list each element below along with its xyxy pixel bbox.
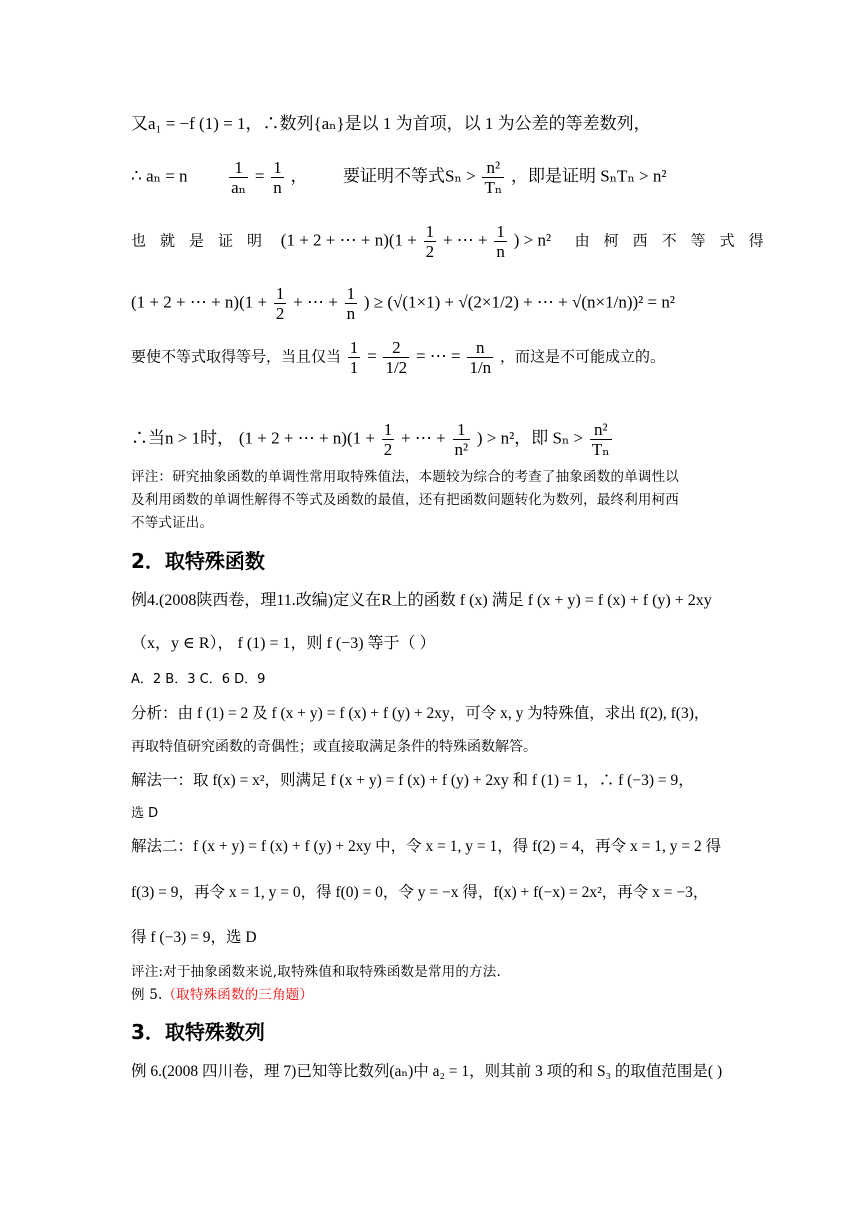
- section-heading-2: 2．取特殊函数: [131, 549, 265, 573]
- section-heading-3: 3．取特殊数列: [131, 1020, 265, 1044]
- example-4-line-2: （x，y ∈ R）， f (1) = 1，则 f (−3) 等于（ ）: [131, 635, 436, 652]
- cauchy-text: 由柯西不等式得: [574, 231, 778, 250]
- analysis-line-1: 分析：由 f (1) = 2 及 f (x + y) = f (x) + f (y) + 2xy，可令 x, y 为特殊值，求出 f(2), f(3)，: [131, 705, 710, 722]
- namely-prove-text: 也就是证明: [131, 231, 277, 250]
- solution-1-answer: 选 D: [131, 806, 159, 821]
- proof-line-5: 要使不等式取得等号，当且仅当 $\frac{1}{1}$ = $\frac{2}{1/2}$ = ⋯ = $\frac{n}{1/n}$ ，而这是不可能成立的。: [131, 338, 665, 377]
- remark-1-line-3: 不等式证出。: [131, 515, 214, 531]
- fraction-n2-over-Tn: $\frac{\text{n²}}{\text{Tₙ}}$: [484, 158, 503, 197]
- proof-line-6: ∴当n > 1时， (1 + 2 + ⋯ + n)(1 + $\frac{1}{2}$ + ⋯ + $\frac{1}{\text{n²}}$ ) > n²，即 Sₙ > $\frac{\text{n²}}{\text{Tₙ}}$: [131, 420, 610, 459]
- cauchy-inequality: ) ≥ (√(1×1) + √(2×1/2) + ⋯ + √(n×1/n))² = n²: [363, 292, 675, 312]
- example-4-options: A．2 B．3 C．6 D．9: [131, 672, 266, 687]
- proof-line-4: (1 + 2 + ⋯ + n)(1 + $\frac{1}{2}$ + ⋯ + $\frac{1}{n}$ ) ≥ (√(1×1) + √(2×1/2) + ⋯ + √(n×1/n))² = n²: [131, 284, 675, 323]
- proof-line-3: 也就是证明 (1 + 2 + ⋯ + n)(1 + $\frac{1}{2}$ + ⋯ + $\frac{1}{n}$ ) > n² 由柯西不等式得: [131, 222, 778, 261]
- solution-2-line-2: f(3) = 9，再令 x = 1, y = 0，得 f(0) = 0，令 y = −x 得，f(x) + f(−x) = 2x²，再令 x = −3，: [131, 884, 709, 901]
- solution-2-line-3: 得 f (−3) = 9，选 D: [131, 929, 257, 946]
- example-5: 例 5.（取特殊函数的三角题）: [131, 987, 314, 1003]
- proof-line-1: 又a₁ = −f (1) = 1，∴数列{aₙ}是以 1 为首项，以 1 为公差的等差数列，: [131, 114, 651, 133]
- example-5-topic: （取特殊函数的三角题）: [162, 987, 314, 1003]
- example-4-line-1: 例4.(2008陕西卷，理11.改编)定义在R上的函数 f (x) 满足 f (x + y) = f (x) + f (y) + 2xy: [131, 592, 712, 609]
- example-6: 例 6.(2008 四川卷，理 7)已知等比数列(aₙ)中 a₂ = 1，则其前 3 项的和 S₃ 的取值范围是( ): [131, 1063, 723, 1080]
- equality-condition-text: 要使不等式取得等号，当且仅当: [131, 347, 342, 366]
- remark-1-line-2: 及利用函数的单调性解得不等式及函数的最值，还有把函数问题转化为数列，最终利用柯西: [131, 492, 679, 508]
- remark-1-line-1: 评注：研究抽象函数的单调性常用取特殊值法，本题较为综合的考查了抽象函数的单调性以: [131, 469, 679, 485]
- analysis-line-2: 再取特值研究函数的奇偶性；或直接取满足条件的特殊函数解答。: [131, 739, 537, 755]
- remark-2: 评注:对于抽象函数来说,取特殊值和取特殊函数是常用的方法.: [131, 964, 501, 980]
- fraction-1-over-n: $\frac{1}{n}$: [273, 158, 282, 197]
- solution-2-line-1: 解法二：f (x + y) = f (x) + f (y) + 2xy 中，令 x = 1, y = 1，得 f(2) = 4，再令 x = 1, y = 2 得: [131, 838, 722, 855]
- an-equals-n: ∴ aₙ = n: [131, 166, 188, 186]
- prove-SnTn-text: ，即是证明 SₙTₙ > n²: [511, 166, 667, 186]
- fraction-1-over-an: $\frac{1}{\text{aₙ}}$: [231, 158, 247, 197]
- proof-line-2: ∴ aₙ = n $\frac{1}{\text{aₙ}}$ = $\frac{1}{n}$ ， 要证明不等式Sₙ > $\frac{\text{n²}}{\text{Tₙ}}$ ，即是证明 SₙTₙ > n²: [131, 158, 667, 197]
- solution-1-line-1: 解法一：取 f(x) = x²，则满足 f (x + y) = f (x) + f (y) + 2xy 和 f (1) = 1，∴ f (−3) = 9，: [131, 772, 694, 789]
- prove-inequality-text: 要证明不等式Sₙ >: [343, 166, 476, 186]
